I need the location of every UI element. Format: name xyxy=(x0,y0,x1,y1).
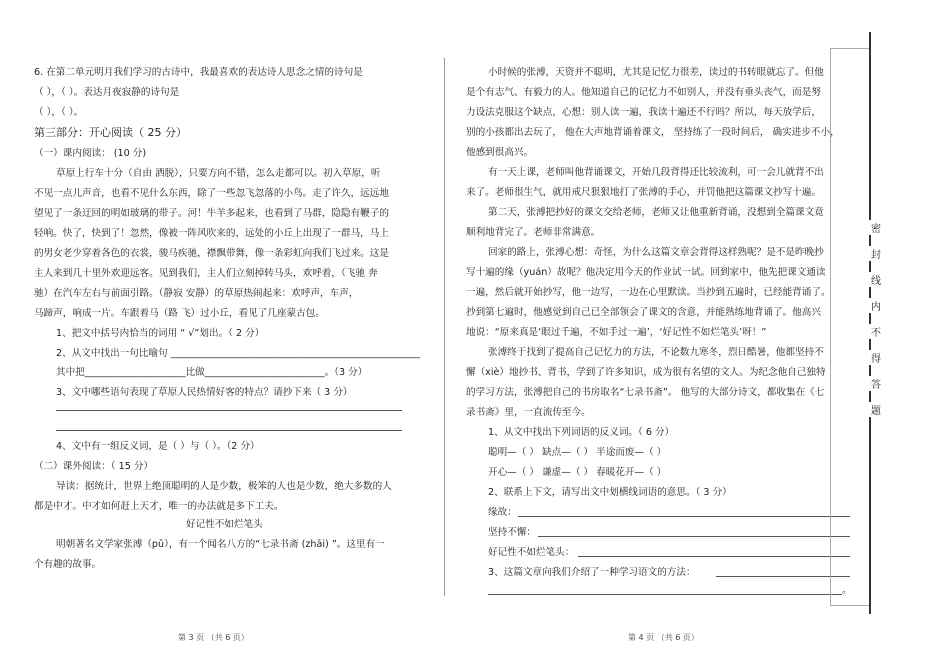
question-2-sub: 其中把_____________________比做_________________________。（3 分） xyxy=(56,367,368,378)
story-line: 懈（xiè）地抄书、背书，学到了许多知识，成为很有名望的文人。为纪念他自己独特 xyxy=(466,367,826,378)
story-line: 第二天，张溥把抄好的课文交给老师，老师又让他重新背诵，没想到全篇课文竟 xyxy=(488,207,824,218)
question-6: 6. 在第二单元明月我们学习的古诗中，我最喜欢的表达诗人思念之情的诗句是 xyxy=(34,67,363,78)
term-label: 坚持不懈： xyxy=(488,527,536,538)
term-label: 缘故： xyxy=(488,507,517,518)
story-line: 录书斋》里，一直流传至今。 xyxy=(466,407,591,418)
story-line: 有一天上课，老师叫他背诵课文，开始几段背得还比较流利，可一会儿就背不出 xyxy=(488,167,824,178)
intro-line: 都是中才。中才如何赶上天才，唯一的办法就是多下工夫。 xyxy=(34,501,284,512)
story-title: 好记性不如烂笔头 xyxy=(186,519,263,530)
seal-line xyxy=(869,32,871,614)
seal-char: 题 xyxy=(869,402,883,417)
answer-line[interactable] xyxy=(56,430,402,431)
story-line: 张溥终于找到了提高自己记忆力的方法，不论数九寒冬，烈日酷暑，他都坚持不 xyxy=(488,347,824,358)
story-line: 明朝著名文学家张溥（pǔ），有一个闻名八方的“七录书斋 (zhāi) ”。这里有一 xyxy=(56,539,385,550)
story-line: 个有趣的故事。 xyxy=(34,559,102,570)
antonym-row: 开心—（ ） 谦虚—（ ） 春暖花开—（ ） xyxy=(488,467,667,478)
passage-line: 轻响。快了，快到了！忽然，像被一阵风吹来的，远处的小丘上出现了一群马，马上 xyxy=(34,228,389,239)
story-line: 来了。老师很生气，就用戒尺狠狠地打了张溥的手心，并罚他把这篇课文抄写十遍。 xyxy=(466,187,821,198)
seal-char: 答 xyxy=(869,376,883,391)
story-line: 写十遍的缘（yuán）故呢？他决定用今天的作业试一试。回到家中，他先把课文通读 xyxy=(466,267,826,278)
section-extra-reading: （二）课外阅读：（ 15 分） xyxy=(34,461,154,472)
story-line: 一遍，然后就开始抄写，他一边写，一边在心里默读。当抄到五遍时，已经能背诵了。 xyxy=(466,287,831,298)
story-line: 别的小孩都出去玩了， 他在大声地背诵着课文， 坚持练了一段时间后， 确实进步不小， xyxy=(466,127,840,138)
story-line: 是个有志气、有毅力的人。他知道自己的记忆力不如别人，并没有垂头丧气，而是努 xyxy=(466,87,821,98)
seal-char: 得 xyxy=(869,350,883,365)
answer-line[interactable] xyxy=(518,516,850,517)
story-line: 顺利地背完了。老师非常满意。 xyxy=(466,227,601,238)
passage-line: 马蹄声，响成一片。车跟着马（路 飞）过小丘，看见了几座蒙古包。 xyxy=(34,308,325,319)
passage-line: 的男女老少穿着各色的衣裳，骏马疾驰，襟飘带舞，像一条彩虹向我们飞过来。这是 xyxy=(34,248,389,259)
seal-char: 内 xyxy=(869,298,883,313)
seal-char: 线 xyxy=(869,272,883,287)
seal-char: 不 xyxy=(869,324,883,339)
question-3: 3、文中哪些语句表现了草原人民热情好客的特点？请抄下来（ 3 分） xyxy=(56,387,353,398)
antonym-row: 聪明—（ ） 缺点—（ ） 半途而废—（ ） xyxy=(488,447,667,458)
story-line: 的学习方法，张溥把自己的书房取名“七录书斋”。 他写的大部分诗文，都收集在《七 xyxy=(466,387,825,398)
page-number: 第 3 页 （共 6 页） xyxy=(178,633,249,642)
story-line: 力设法克服这个缺点，心想：别人读一遍，我读十遍还不行吗？所以，每天放学后， xyxy=(466,107,821,118)
passage-line: 驰）在汽车左右与前面引路。（静寂 安静）的草原热闹起来：欢呼声，车声， xyxy=(34,288,359,299)
question-6-blanks-2: （ ），（ ）。 xyxy=(34,107,84,118)
question-6-blanks-1: （ ），（ ）。表达月夜寂静的诗句是 xyxy=(34,87,180,98)
right-page xyxy=(452,0,852,658)
part-3-heading: 第三部分：开心阅读（ 25 分） xyxy=(34,126,187,139)
answer-line[interactable] xyxy=(578,556,850,557)
answer-line[interactable] xyxy=(488,594,842,595)
question-4: 4、文中有一组反义词，是（ ）与（ ）。（2 分） xyxy=(56,441,260,452)
question-2: 2、从文中找出一句比喻句 ____________________________________________________ xyxy=(56,348,421,359)
term-label: 好记性不如烂笔头： xyxy=(488,547,575,558)
seal-margin-box xyxy=(830,48,869,606)
question-1: 1、把文中括号内恰当的词用 “ √”划出。（ 2 分） xyxy=(56,328,265,339)
page-number: 第 4 页 （共 6 页） xyxy=(628,633,699,642)
seal-char: 封 xyxy=(869,246,883,261)
answer-line[interactable] xyxy=(56,410,402,411)
question-1: 1、从文中找出下列词语的反义词。（ 6 分） xyxy=(488,427,675,438)
intro-line: 导读：据统计，世界上绝顶聪明的人是少数，极笨的人也是少数，绝大多数的人 xyxy=(56,481,392,492)
page-divider xyxy=(444,58,445,596)
question-3: 3、这篇文章向我们介绍了一种学习语文的方法： xyxy=(488,567,696,578)
passage-line: 望见了一条迂回的明如玻璃的带子。河！牛羊多起来，也看到了马群，隐隐有鞭子的 xyxy=(34,208,389,219)
left-page xyxy=(0,0,440,658)
period-mark: 。 xyxy=(842,585,852,596)
story-line: 回家的路上，张溥心想：奇怪，为什么这篇文章会背得这样熟呢？是不是昨晚抄 xyxy=(488,247,824,258)
question-2: 2、联系上下文，请写出文中划横线词语的意思。（ 3 分） xyxy=(488,487,732,498)
answer-line[interactable] xyxy=(538,536,850,537)
passage-line: 主人来到几十里外欢迎远客。见到我们，主人们立刻掉转马头，欢呼着，（飞驰 奔 xyxy=(34,268,378,279)
story-line: 小时候的张溥，天资并不聪明，尤其是记忆力很差，读过的书转眼就忘了。但他 xyxy=(488,67,824,78)
seal-char: 密 xyxy=(869,220,883,235)
passage-line: 不见一点儿声音，也看不见什么东西，除了一些忽飞忽落的小鸟。走了许久，远远地 xyxy=(34,188,389,199)
passage-line: 草原上行车十分（自由 洒脱），只要方向不错，怎么走都可以。初入草原，听 xyxy=(56,168,381,179)
section-in-class-reading: （一）课内阅读： (10 分) xyxy=(34,148,147,159)
story-line: 抄到第七遍时，他感觉到自己已全部领会了课文的含意，并能熟练地背诵了。他高兴 xyxy=(466,307,821,318)
story-line: 地说：“原来真是‘眼过千遍，不如手过一遍’，‘好记性不如烂笔头’呀！” xyxy=(466,327,767,338)
story-line: 他感到很高兴。 xyxy=(466,147,534,158)
